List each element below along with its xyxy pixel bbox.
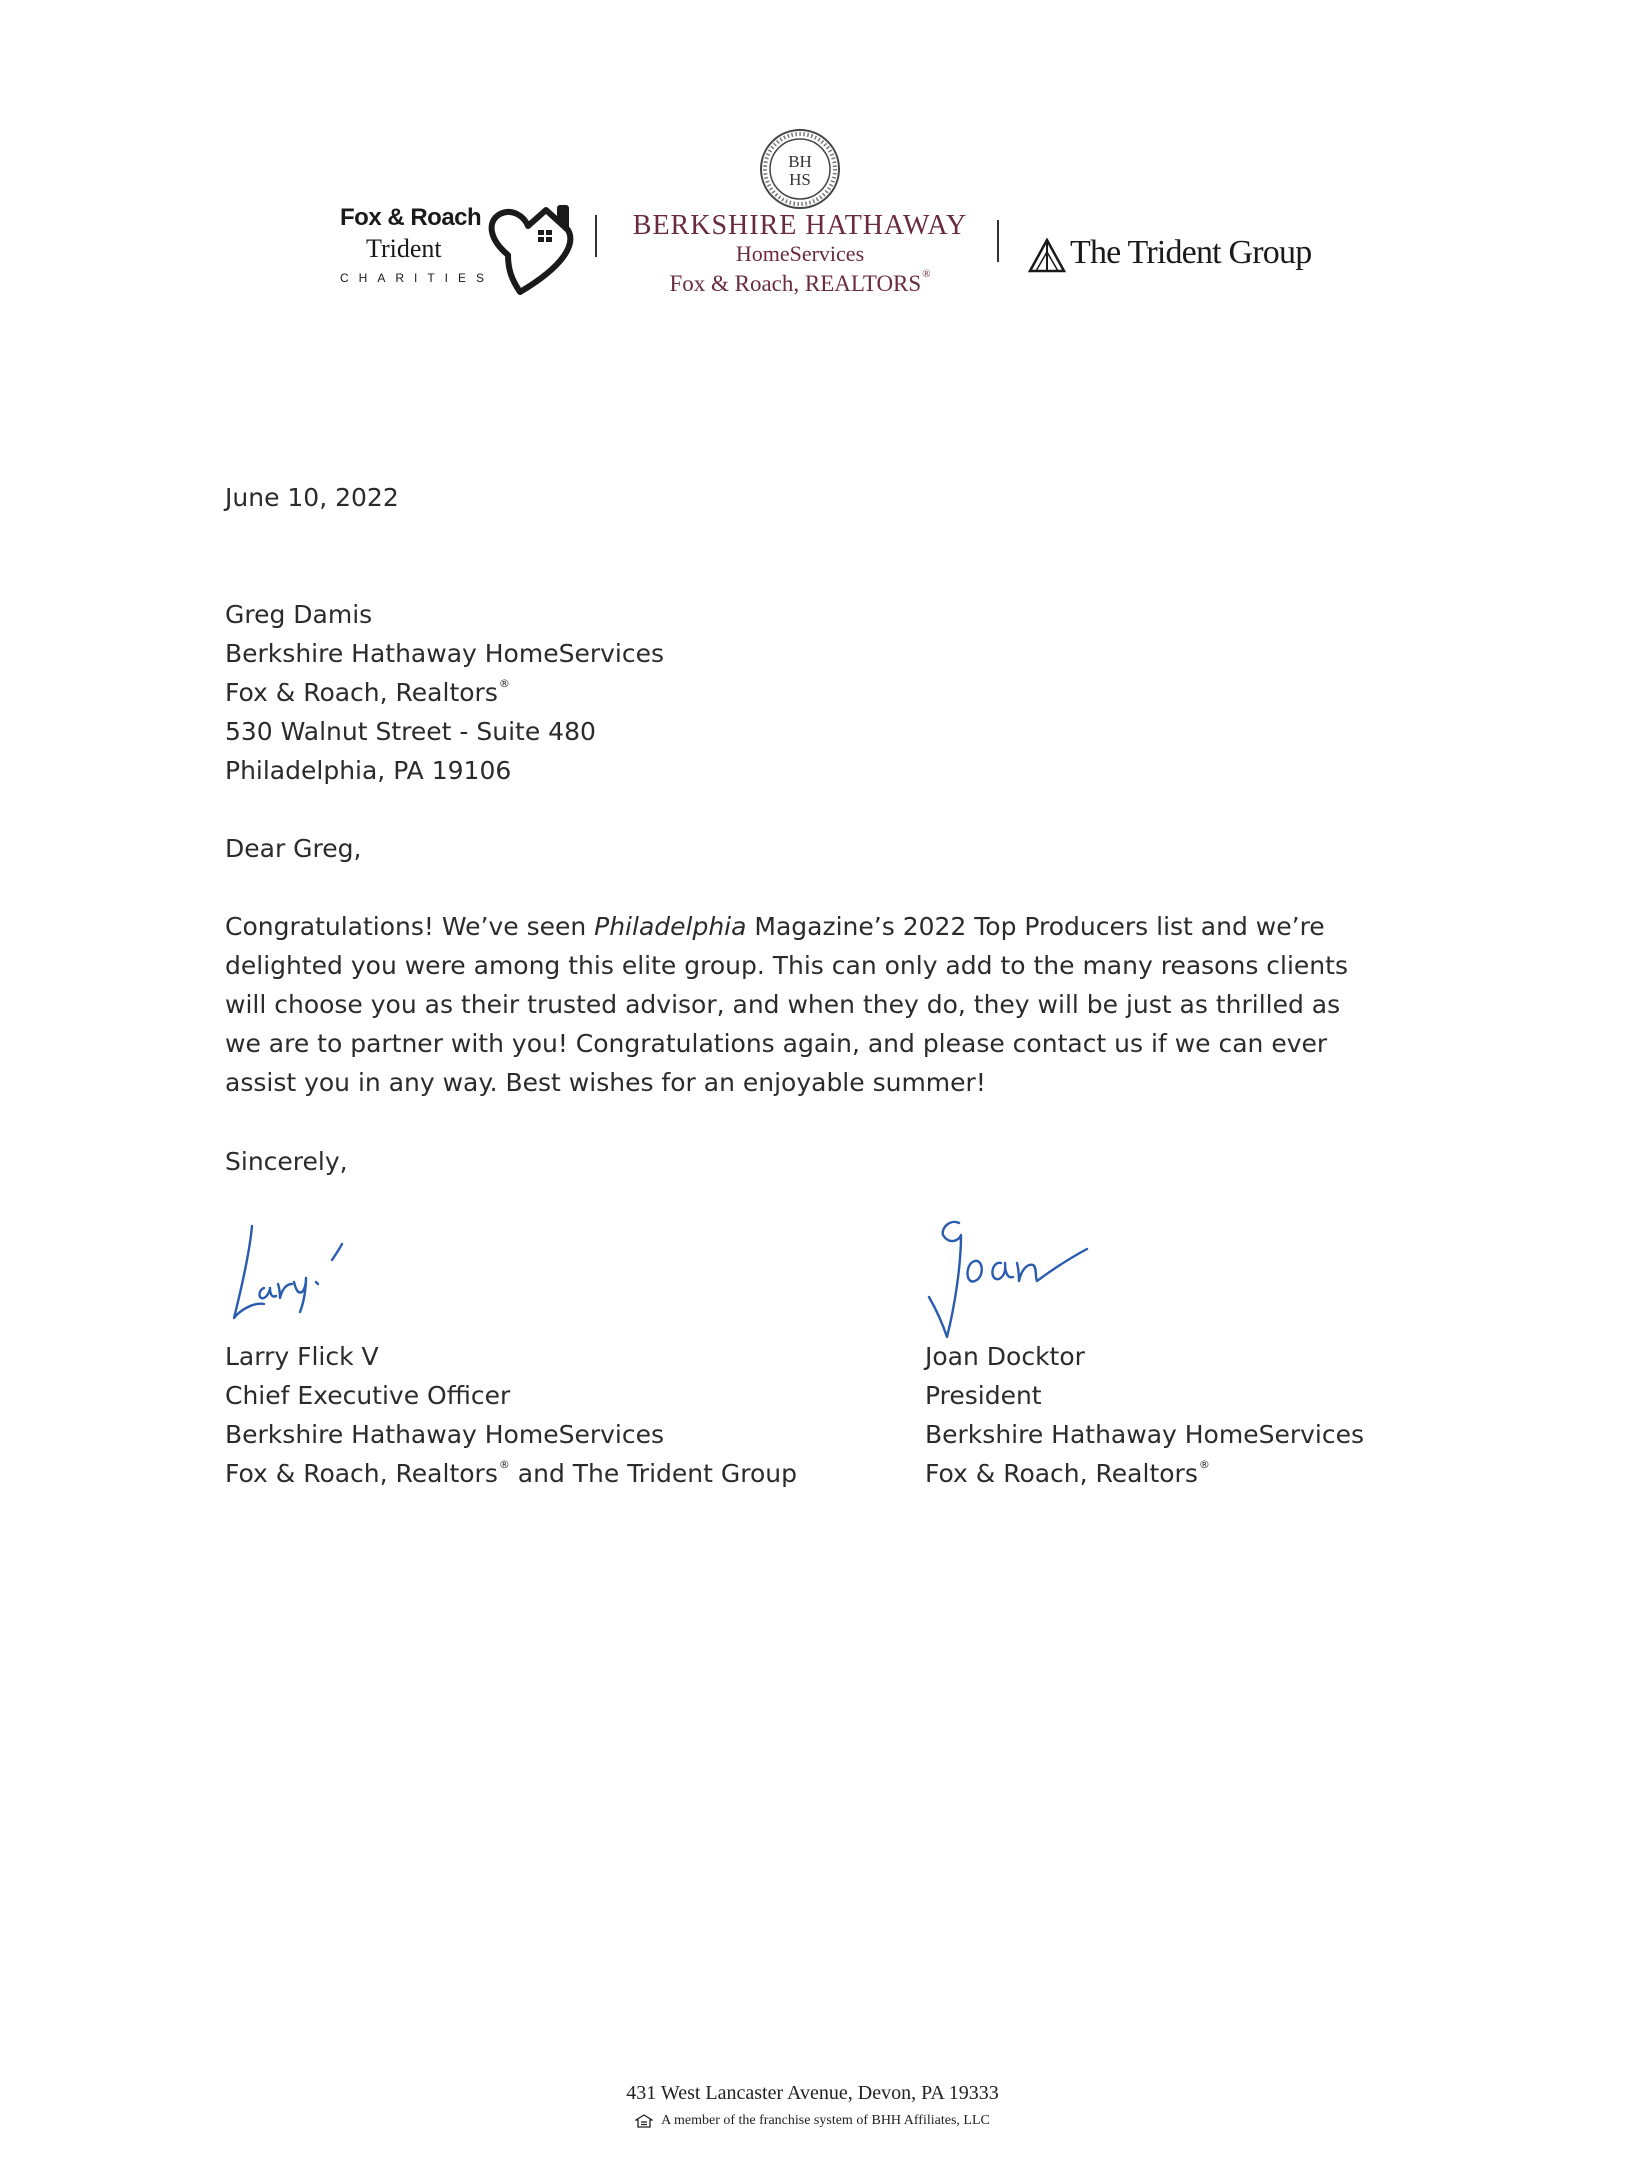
- recipient-street: 530 Walnut Street - Suite 480: [225, 717, 596, 746]
- charities-logo: [333, 200, 593, 300]
- body-line-5: assist you in any way. Best wishes for an enjoyable summer!: [225, 1068, 986, 1097]
- signer-name: Joan Docktor: [925, 1342, 1085, 1371]
- bhhs-logo-office: [600, 268, 1000, 297]
- recipient-address: [225, 595, 664, 790]
- signer-block-larry: [225, 1337, 797, 1493]
- signer-company: Berkshire Hathaway HomeServices: [225, 1420, 665, 1449]
- bhhs-seal-bottom: HS: [789, 170, 811, 189]
- signer-office-suffix: and The Trident Group: [509, 1459, 797, 1488]
- signer-block-joan: [925, 1337, 1364, 1493]
- signer-office-text: Fox & Roach, Realtors: [225, 1459, 498, 1488]
- bhhs-logo-sub: HomeServices: [735, 241, 865, 266]
- charities-logo-line1: Fox & Roach: [340, 204, 482, 231]
- bhhs-logo-office-text: Fox & Roach, REALTORS: [669, 271, 922, 296]
- signer-title: Chief Executive Officer: [225, 1381, 511, 1410]
- letter-closing: Sincerely,: [225, 1147, 348, 1176]
- heart-house-icon: [468, 200, 598, 295]
- magazine-name: Philadelphia: [594, 912, 747, 941]
- body-line-4: we are to partner with you! Congratulations again, and please contact us if we can ever: [225, 1029, 1328, 1058]
- body-line-1: [225, 907, 1348, 946]
- registered-mark: ®: [1198, 1458, 1210, 1471]
- signature-larry: [220, 1218, 380, 1323]
- signer-company: Berkshire Hathaway HomeServices: [925, 1420, 1365, 1449]
- trident-group-name: The Trident Group: [1070, 234, 1312, 271]
- body-line-1a: Congratulations! We’ve seen: [225, 912, 595, 941]
- bhhs-seal-icon: [758, 127, 842, 211]
- footer-member-text: A member of the franchise system of BHH Affiliates, LLC: [661, 2113, 990, 2128]
- recipient-office: [225, 673, 664, 712]
- footer-member-line: [400, 2113, 1225, 2129]
- bhhs-logo-name: BERKSHIRE HATHAWAY: [632, 210, 968, 241]
- trident-group-logo: [1028, 234, 1358, 274]
- letter-greeting: Dear Greg,: [225, 834, 362, 863]
- recipient-name: Greg Damis: [225, 600, 373, 629]
- charities-logo-line3: CHARITIES: [340, 271, 495, 285]
- signature-joan: [915, 1215, 1095, 1345]
- body-line-1c: Magazine’s 2022 Top Producers list and we’re: [746, 912, 1325, 941]
- registered-mark: ®: [498, 1458, 510, 1471]
- registered-mark: ®: [498, 677, 510, 690]
- trident-triangle-icon: [1028, 238, 1066, 274]
- recipient-office-text: Fox & Roach, Realtors: [225, 678, 498, 707]
- body-line-2: delighted you were among this elite group. This can only add to the many reasons clients: [225, 951, 1348, 980]
- signer-office: [225, 1454, 797, 1493]
- header-divider-left: [595, 215, 597, 257]
- signer-name: Larry Flick V: [225, 1342, 379, 1371]
- recipient-company: Berkshire Hathaway HomeServices: [225, 639, 665, 668]
- header-divider-right: [997, 220, 999, 262]
- signer-title: President: [925, 1381, 1042, 1410]
- footer-address: 431 West Lancaster Avenue, Devon, PA 19333: [626, 2082, 999, 2104]
- signer-office: [925, 1454, 1364, 1493]
- registered-mark: ®: [922, 268, 931, 280]
- recipient-city: Philadelphia, PA 19106: [225, 756, 512, 785]
- letter-date: June 10, 2022: [225, 483, 399, 512]
- bhhs-seal-top: BH: [788, 152, 812, 171]
- body-line-3: will choose you as their trusted advisor, and when they do, they will be just as thrilled as: [225, 990, 1341, 1019]
- signer-office-text: Fox & Roach, Realtors: [925, 1459, 1198, 1488]
- charities-logo-line2: Trident: [366, 234, 442, 263]
- equal-housing-icon: [635, 2114, 653, 2128]
- letter-body: [225, 907, 1348, 1102]
